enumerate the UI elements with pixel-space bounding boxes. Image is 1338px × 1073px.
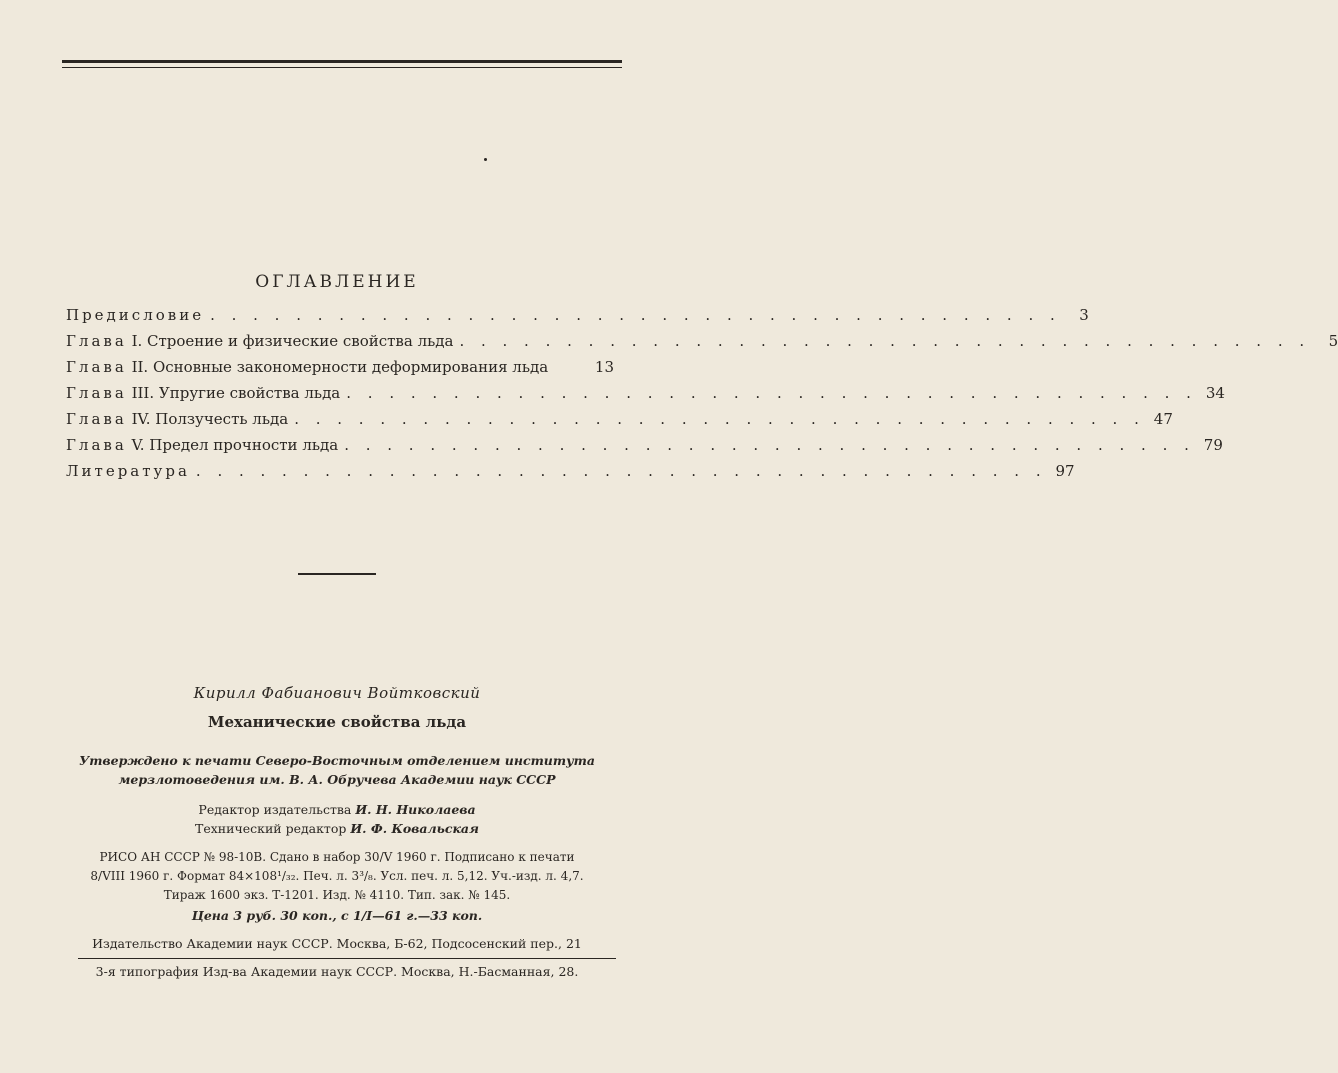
section-divider: [298, 573, 376, 575]
toc-heading: ОГЛАВЛЕНИЕ: [255, 272, 419, 292]
toc-leader-dots: . . . . . . . . . . . . . . . . . . . . . . . . . . . . . . . . . . . . . . . .: [344, 436, 1195, 454]
technical-editor: [40, 819, 634, 838]
toc-entry-prefix: Глава: [66, 384, 127, 402]
print-speck: [484, 158, 487, 161]
toc-entry-title: V. Предел прочности льда: [126, 436, 339, 454]
imprint-line: 8/VIII 1960 г. Формат 84×108¹/₃₂. Печ. л. 3³/₈. Усл. печ. л. 5,12. Уч.-изд. л. 4,7.: [90, 869, 584, 883]
price-line: Цена 3 руб. 30 коп., с 1/I—61 г.—33 коп.: [191, 908, 483, 923]
toc-entry-page: 5: [1328, 332, 1338, 350]
toc-entry-page: 79: [1203, 436, 1223, 454]
toc-leader-dots: . . . . . . . . . . . . . . . . . . . . . . . . . . . . . . . . . . . . . . . .: [210, 306, 1061, 324]
tech-editor-label: Технический редактор: [195, 821, 347, 836]
toc-entry-page: 13: [594, 358, 614, 376]
printer-line: 3-я типография Изд-ва Академии наук СССР. Москва, Н.-Басманная, 28.: [95, 964, 579, 979]
imprint-line: РИСО АН СССР № 98-10В. Сдано в набор 30/V 1960 г. Подписано к печати: [99, 850, 575, 864]
approval-note: [40, 751, 634, 789]
toc-leader-dots: . . . . . . . . . . . . . . . . . . . . . . . . . . . . . . . . . . . . . . . .: [195, 462, 1047, 480]
toc-entry-title: I. Строение и физические свойства льда: [126, 332, 454, 350]
tech-editor-name: И. Ф. Ковальская: [350, 821, 479, 836]
imprint-line: Тираж 1600 экз. Т-1201. Изд. № 4110. Тип. зак. № 145.: [163, 888, 511, 902]
approval-line: мерзлотоведения им. В. А. Обручева Академии наук СССР: [118, 772, 556, 787]
toc-entry-chapter-4: [66, 410, 1173, 436]
toc-entry-title: II. Основные закономерности деформирования льда: [126, 358, 549, 376]
toc-entry-prefix: Глава: [66, 436, 127, 454]
toc-entry-title: IV. Ползучесть льда: [126, 410, 289, 428]
toc-entry-chapter-1: [66, 332, 1338, 358]
toc-entry-prefix: Литература: [66, 462, 190, 480]
toc-entry-title: III. Упругие свойства льда: [126, 384, 341, 402]
toc-entry-chapter-3: [66, 384, 1225, 410]
toc-entry-chapter-2: [66, 358, 614, 384]
toc-entry-literature: [66, 462, 1075, 488]
bottom-rule: [78, 958, 616, 959]
toc-entry-page: 97: [1055, 462, 1075, 480]
toc-entry-prefix: Глава: [66, 358, 127, 376]
imprint-details: [40, 848, 634, 905]
toc-leader-dots: . . . . . . . . . . . . . . . . . . . . . . . . . . . . . . . . . . . . . . . .: [459, 332, 1311, 350]
toc-entry-prefix: Предисловие: [66, 306, 205, 324]
toc-entry-prefix: Глава: [66, 410, 127, 428]
table-of-contents: [66, 306, 1338, 488]
top-rule: [62, 60, 622, 68]
editors-block: [40, 800, 634, 838]
editor-label: Редактор издательства: [198, 802, 352, 817]
toc-entry-preface: [66, 306, 1089, 332]
toc-entry-chapter-5: [66, 436, 1223, 462]
editor-name: И. Н. Николаева: [355, 802, 476, 817]
book-title: Механические свойства льда: [207, 713, 467, 731]
toc-entry-page: 47: [1153, 410, 1173, 428]
publisher-editor: [40, 800, 634, 819]
toc-leader-dots: . . . . . . . . . . . . . . . . . . . . . . . . . . . . . . . . . . . . . . . .: [346, 384, 1197, 402]
publisher-line: Издательство Академии наук СССР. Москва, Б-62, Подсосенский пер., 21: [92, 936, 582, 951]
toc-leader-dots: . . . . . . . . . . . . . . . . . . . . . . . . . . . . . . . . . . . . . . . .: [294, 410, 1145, 428]
approval-line: Утверждено к печати Северо-Восточным отделением института: [79, 753, 595, 768]
toc-entry-page: 3: [1079, 306, 1089, 324]
toc-entry-page: 34: [1205, 384, 1225, 402]
toc-entry-prefix: Глава: [66, 332, 127, 350]
author-name: Кирилл Фабианович Войтковский: [193, 684, 481, 702]
